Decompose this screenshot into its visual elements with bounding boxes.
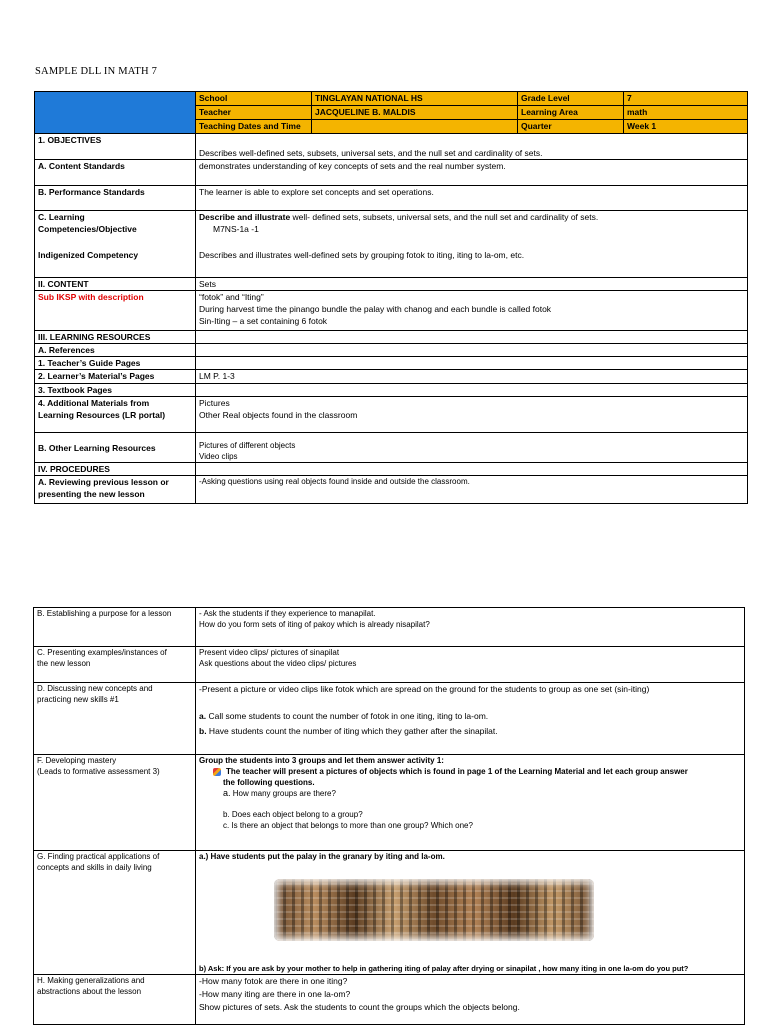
references-row	[35, 344, 748, 357]
establishing-line2: How do you form sets of iting of pakoy which is already nisapilat?	[199, 620, 430, 629]
discussing-a-text: Call some students to count the number of fotok in one iting, iting to la-om.	[206, 711, 489, 721]
indigenized-text: Describes and illustrates well-defined sets by grouping fotok to iting, iting to la-om, etc.	[199, 250, 525, 260]
discussing-concepts-text	[196, 683, 745, 755]
content-text: Sets	[196, 278, 748, 291]
competencies-label-line2: Competencies/Objective	[38, 224, 137, 234]
finding-label-line2: concepts and skills in daily living	[37, 863, 152, 872]
reviewing-row	[35, 476, 748, 504]
learning-area-label: Learning Area	[518, 106, 624, 120]
developing-mastery-text	[196, 755, 745, 851]
additional-materials-label	[35, 397, 196, 433]
learners-material-label: 2. Learner’s Material’s Pages	[35, 370, 196, 384]
presenting-examples-row	[34, 647, 745, 683]
presenting-label-line1: C. Presenting examples/instances of	[37, 648, 167, 657]
competency-code: M7NS-1a -1	[213, 224, 259, 234]
content-standards-text: demonstrates understanding of key concepts of sets and the real number system.	[196, 160, 748, 186]
reviewing-text: -Asking questions using real objects found inside and outside the classroom.	[196, 476, 748, 504]
palay-bundles-image	[274, 879, 594, 941]
presenting-examples-label	[34, 647, 196, 683]
learning-resources-label: III. LEARNING RESOURCES	[35, 331, 196, 344]
finding-applications-row	[34, 851, 745, 975]
teachers-guide-row	[35, 357, 748, 370]
competencies-text	[196, 211, 748, 278]
sub-iksp-line3: Sin-Iting – a set containing 6 fotok	[199, 316, 328, 326]
developing-bullet: The teacher will present a pictures of objects which is found in page 1 of the Learning Material and let each group answer	[226, 767, 688, 776]
finding-line2: b) Ask: If you are ask by your mother to help in gathering iting of palay after drying or sinapilat , how many iting in one la-om do you put?	[199, 964, 689, 973]
dll-table-part-1	[34, 91, 748, 504]
discussing-line1: -Present a picture or video clips like fotok which are spread on the ground for the students to group as one set (sin-iting)	[199, 684, 650, 694]
generalizing-label-line2: abstractions about the lesson	[37, 987, 142, 996]
other-resources-line1: Pictures of different objects	[199, 441, 296, 450]
procedures-row	[35, 463, 748, 476]
reviewing-label	[35, 476, 196, 504]
generalizations-label	[34, 975, 196, 1025]
performance-standards-text: The learner is able to explore set concepts and set operations.	[196, 186, 748, 211]
competencies-label	[35, 211, 196, 278]
developing-label-line2: (Leads to formative assessment 3)	[37, 767, 160, 776]
quarter-label: Quarter	[518, 120, 624, 134]
quarter-value: Week 1	[624, 120, 748, 134]
developing-qc: c. Is there an object that belongs to more than one group? Which one?	[223, 821, 473, 830]
competencies-text-rest: well- defined sets, subsets, universal sets, and the null set and cardinality of sets.	[290, 212, 599, 222]
grade-level-value: 7	[624, 92, 748, 106]
discussing-concepts-label	[34, 683, 196, 755]
learners-material-row	[35, 370, 748, 384]
learners-material-text: LM P. 1-3	[196, 370, 748, 384]
competencies-text-bold: Describe and illustrate	[199, 212, 291, 222]
textbook-label: 3. Textbook Pages	[35, 384, 196, 397]
performance-standards-row	[35, 186, 748, 211]
developing-qb: b. Does each object belong to a group?	[223, 810, 363, 819]
developing-mastery-row	[34, 755, 745, 851]
additional-materials-label-line1: 4. Additional Materials from	[38, 398, 150, 408]
teachers-guide-label: 1. Teacher’s Guide Pages	[35, 357, 196, 370]
objectives-text: Describes well-defined sets, subsets, universal sets, and the null set and cardinality of sets.	[196, 134, 748, 160]
generalizations-text	[196, 975, 745, 1025]
discussing-label-line1: D. Discussing new concepts and	[37, 684, 153, 693]
additional-materials-line1: Pictures	[199, 398, 230, 408]
finding-label-line1: G. Finding practical applications of	[37, 852, 160, 861]
school-value: TINGLAYAN NATIONAL HS	[312, 92, 518, 106]
developing-line1: Group the students into 3 groups and let them answer activity 1:	[199, 756, 444, 765]
developing-bullet-cont: the following questions.	[223, 778, 315, 787]
discussing-b-text: Have students count the number of iting which they gather after the sinapilat.	[206, 726, 498, 736]
competencies-label-line1: C. Learning	[38, 212, 85, 222]
presenting-examples-text	[196, 647, 745, 683]
discussing-a-marker: a.	[199, 711, 207, 721]
developing-mastery-label	[34, 755, 196, 851]
discussing-concepts-row	[34, 683, 745, 755]
additional-materials-text	[196, 397, 748, 433]
content-standards-label: A. Content Standards	[35, 160, 196, 186]
establishing-line1: - Ask the students if they experience to manapilat.	[199, 609, 376, 618]
sub-iksp-line1: “fotok” and “Iting”	[199, 292, 264, 302]
performance-standards-label: B. Performance Standards	[35, 186, 196, 211]
discussing-b-marker: b.	[199, 726, 207, 736]
generalizations-row	[34, 975, 745, 1025]
references-label: A. References	[35, 344, 196, 357]
developing-qa: How many groups are there?	[230, 789, 336, 798]
bullet-icon	[213, 768, 221, 776]
content-standards-row	[35, 160, 748, 186]
generalizing-line2: -How many iting are there in one la-om?	[199, 989, 351, 999]
teacher-label: Teacher	[196, 106, 312, 120]
other-resources-text	[196, 433, 748, 463]
grade-level-label: Grade Level	[518, 92, 624, 106]
content-label: II. CONTENT	[35, 278, 196, 291]
additional-materials-label-line2: Learning Resources (LR portal)	[38, 410, 166, 420]
discussing-label-line2: practicing new skills #1	[37, 695, 119, 704]
presenting-line1: Present video clips/ pictures of sinapilat	[199, 648, 340, 657]
other-resources-row	[35, 433, 748, 463]
finding-applications-text	[196, 851, 745, 975]
textbook-row	[35, 384, 748, 397]
dll-table-part-2	[33, 607, 745, 1025]
other-resources-label: B. Other Learning Resources	[35, 433, 196, 463]
additional-materials-row	[35, 397, 748, 433]
finding-applications-label	[34, 851, 196, 975]
indigenized-label: Indigenized Competency	[38, 250, 139, 260]
teaching-dates-value	[312, 120, 518, 134]
establishing-purpose-label: B. Establishing a purpose for a lesson	[34, 608, 196, 647]
generalizing-line3: Show pictures of sets. Ask the students to count the groups which the objects belong.	[199, 1002, 520, 1012]
teacher-value: JACQUELINE B. MALDIS	[312, 106, 518, 120]
reviewing-label-line1: A. Reviewing previous lesson or	[38, 477, 169, 487]
teaching-dates-label: Teaching Dates and Time	[196, 120, 312, 134]
finding-line1: a.) Have students put the palay in the granary by iting and la-om.	[199, 852, 445, 861]
developing-qa-marker: a.	[223, 788, 231, 798]
other-resources-line2: Video clips	[199, 452, 238, 461]
header-blue-block	[35, 92, 196, 134]
presenting-line2: Ask questions about the video clips/ pictures	[199, 659, 357, 668]
document-title: SAMPLE DLL IN MATH 7	[35, 66, 158, 77]
sub-iksp-text	[196, 291, 748, 331]
sub-iksp-line2: During harvest time the pinango bundle the palay with chanog and each bundle is called fotok	[199, 304, 552, 314]
establishing-purpose-text	[196, 608, 745, 647]
establishing-purpose-row	[34, 608, 745, 647]
developing-label-line1: F. Developing mastery	[37, 756, 117, 765]
learning-resources-row	[35, 331, 748, 344]
learning-area-value: math	[624, 106, 748, 120]
objectives-row	[35, 134, 748, 160]
school-label: School	[196, 92, 312, 106]
presenting-label-line2: the new lesson	[37, 659, 91, 668]
objectives-label: 1. OBJECTIVES	[35, 134, 196, 160]
additional-materials-line2: Other Real objects found in the classroom	[199, 410, 358, 420]
content-row	[35, 278, 748, 291]
procedures-label: IV. PROCEDURES	[35, 463, 196, 476]
reviewing-label-line2: presenting the new lesson	[38, 489, 145, 499]
competencies-row	[35, 211, 748, 278]
generalizing-label-line1: H. Making generalizations and	[37, 976, 145, 985]
generalizing-line1: -How many fotok are there in one iting?	[199, 976, 348, 986]
sub-iksp-row	[35, 291, 748, 331]
sub-iksp-label: Sub IKSP with description	[35, 291, 196, 331]
